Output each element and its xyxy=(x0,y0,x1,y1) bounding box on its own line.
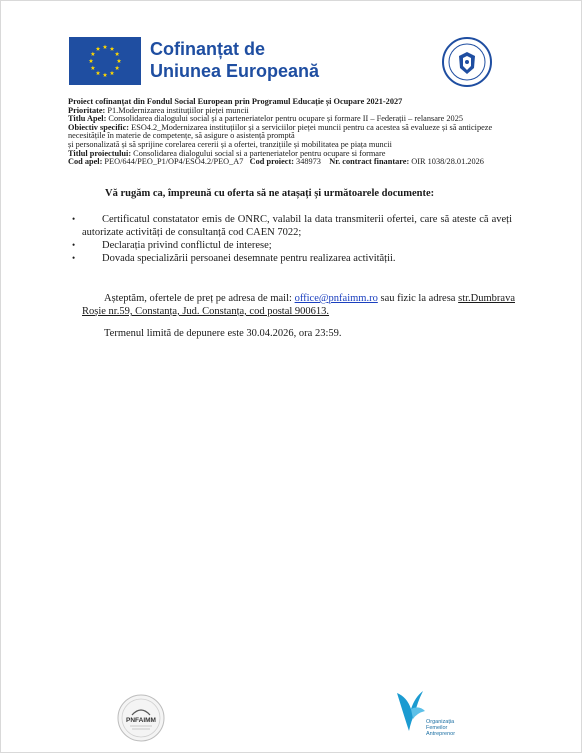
offers-text: Așteptăm, ofertele de preț pe adresa de mail: xyxy=(104,293,295,304)
call-code-label: Cod apel: xyxy=(68,157,103,167)
bullet: • xyxy=(72,240,76,250)
cofinanced-title xyxy=(150,38,319,82)
priority-label: Prioritate: xyxy=(68,105,106,115)
project-info xyxy=(68,98,528,167)
project-title-value: Consolidarea dialogului social si a parteneriatelor pentru ocupare si formare xyxy=(131,148,386,158)
call-title-label: Titlu Apel: xyxy=(68,114,107,124)
email-link[interactable]: office@pnfaimm.ro xyxy=(294,293,378,304)
contract-label: Nr. contract finantare: xyxy=(329,157,410,167)
ofa-line3: Antreprenor xyxy=(426,731,456,737)
eu-flag-icon xyxy=(69,37,141,85)
document-item-2: Declarația privind conflictul de interese; xyxy=(102,240,272,251)
bullet: • xyxy=(72,214,76,224)
objective-value-2: și personalizată și să sprijine corelarea cererii și a ofertei, tranzițiile și mobilitatea pe piața muncii xyxy=(68,139,392,149)
project-code-value: 348973 xyxy=(293,157,321,167)
documents-intro: Vă rugăm ca, împreună cu oferta să ne atașați și următoarele documente: xyxy=(105,188,435,199)
cofin-line1: Cofinanțat de xyxy=(150,39,265,59)
list-item xyxy=(72,213,512,239)
offers-paragraph xyxy=(82,292,515,318)
list-item xyxy=(72,252,512,265)
organizatia-femeilor-antreprenor-logo xyxy=(393,687,463,741)
contract-value: OIR 1038/28.01.2026 xyxy=(409,157,484,167)
objective-label: Obiectiv specific: xyxy=(68,122,130,132)
objective-value: ESO4.2_Modernizarea instituțiilor și a serviciilor pieței muncii pentru ca acestea să evalueze și să anticipeze necesitățile în materie de competențe, să asigure o asistență promptă xyxy=(68,122,493,141)
ofa-line2: Femeilor xyxy=(426,725,448,731)
list-item xyxy=(72,239,512,252)
call-title-value: Consolidarea dialogului social și a parteneriatelor pentru ocupare și formare II – Federații – relansare 2025 xyxy=(106,114,463,124)
document-item-3: Dovada specializării persoanei desemnate pentru realizarea activității. xyxy=(102,253,396,264)
project-code-label: Cod proiect: xyxy=(249,157,294,167)
project-title-label: Titlul proiectului: xyxy=(68,148,132,158)
romanian-government-logo xyxy=(441,36,493,88)
cofin-line2: Uniunea Europeană xyxy=(150,61,320,81)
bullet: • xyxy=(72,253,76,263)
ofa-line1: Organizația xyxy=(426,719,455,725)
project-line1: Proiect cofinanțat din Fondul Social European prin Programul Educație și Ocupare 2021-2027 xyxy=(68,97,403,106)
offers-mid: sau fizic la adresa xyxy=(377,293,459,304)
deadline-text: Termenul limită de depunere este 30.04.2026, ora 23:59. xyxy=(104,328,342,339)
documents-list xyxy=(72,213,512,265)
pnfaimm-name: PNFAIMM xyxy=(126,717,156,724)
priority-value: P1.Modernizarea instituțiilor pieței muncii xyxy=(105,105,249,115)
address: str.Dumbrava Roșie nr.59, Constanța, Jud. Constanța, cod postal 900613. xyxy=(82,293,515,317)
document-item-1: Certificatul constatator emis de ONRC, valabil la data transmiterii ofertei, care să ateste că aveți autorizate activități de consultanță cod CAEN 7022; xyxy=(82,214,512,238)
call-code-value: PEO/644/PEO_P1/OP4/ESO4.2/PEO_A7 xyxy=(102,157,244,167)
pnfaimm-logo xyxy=(116,693,166,743)
